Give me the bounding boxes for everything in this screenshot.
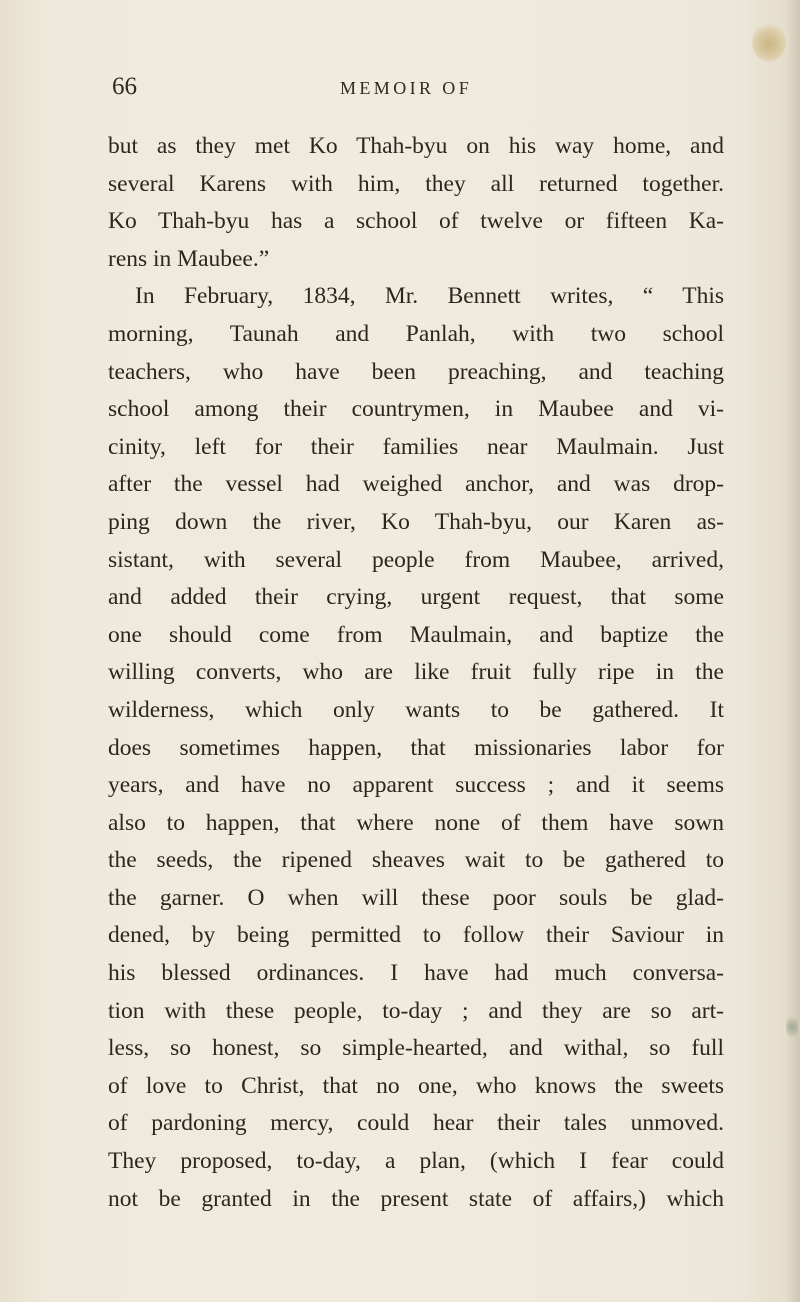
text-line: cinity, left for their families near Maulmain. Just — [108, 433, 724, 460]
text-line: In February, 1834, Mr. Bennett writes, “ This — [135, 283, 724, 310]
text-line: of love to Christ, that no one, who knows the sweets — [108, 1072, 724, 1099]
text-line: sistant, with several people from Maubee, arrived, — [108, 546, 724, 573]
text-line: less, so honest, so simple-hearted, and withal, so full — [108, 1035, 724, 1062]
text-line: several Karens with him, they all returned together. — [108, 170, 724, 197]
text-line: not be granted in the present state of affairs,) which — [108, 1185, 724, 1212]
text-line: morning, Taunah and Panlah, with two school — [108, 320, 724, 347]
text-line: and added their crying, urgent request, that some — [108, 584, 724, 611]
text-line: ping down the river, Ko Thah-byu, our Karen as- — [108, 508, 724, 535]
text-line: his blessed ordinances. I have had much conversa- — [108, 960, 724, 987]
body-text — [108, 128, 724, 1218]
running-head — [112, 72, 712, 102]
page-edge-shadow — [786, 0, 800, 1302]
text-line: years, and have no apparent success ; and it seems — [108, 772, 724, 799]
text-line: the seeds, the ripened sheaves wait to be gathered to — [108, 847, 724, 874]
text-line: teachers, who have been preaching, and teaching — [108, 358, 724, 385]
text-line: of pardoning mercy, could hear their tales unmoved. — [108, 1110, 724, 1137]
text-line: They proposed, to-day, a plan, (which I fear could — [108, 1148, 724, 1175]
page-number: 66 — [112, 73, 137, 100]
text-line: wilderness, which only wants to be gathered. It — [108, 696, 724, 723]
text-line: one should come from Maulmain, and baptize the — [108, 621, 724, 648]
paper-stain — [752, 22, 786, 62]
text-line: does sometimes happen, that missionaries labor for — [108, 734, 724, 761]
running-head-title: MEMOIR OF — [340, 78, 473, 98]
text-line: also to happen, that where none of them have sown — [108, 809, 724, 836]
text-line: rens in Maubee.” — [108, 245, 270, 272]
text-line: Ko Thah-byu has a school of twelve or fifteen Ka- — [108, 208, 724, 235]
text-line: the garner. O when will these poor souls be glad- — [108, 884, 724, 911]
text-line: after the vessel had weighed anchor, and was drop- — [108, 471, 724, 498]
text-line: school among their countrymen, in Maubee and vi- — [108, 396, 724, 423]
text-line: dened, by being permitted to follow their Saviour in — [108, 922, 724, 949]
text-line: but as they met Ko Thah-byu on his way home, and — [108, 133, 724, 159]
text-line: tion with these people, to-day ; and they are so art- — [108, 997, 724, 1024]
text-line: willing converts, who are like fruit fully ripe in the — [108, 659, 724, 686]
